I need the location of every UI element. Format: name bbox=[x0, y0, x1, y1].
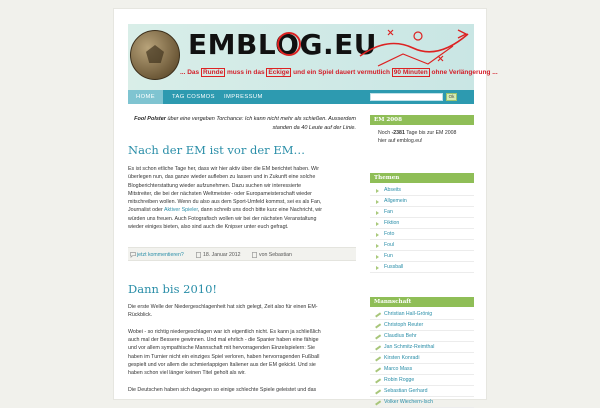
countdown-text: Noch bbox=[378, 130, 392, 136]
post-text-fragment: , dann schreib uns doch bitte kurz eine Nachricht, wir bbox=[197, 207, 323, 214]
logo-highlight-circle bbox=[277, 32, 301, 56]
post-line: Die erste Welle der Niedergeschlagenheit hat sich gelegt, Zeit also für einen EM- bbox=[128, 304, 318, 310]
tagline-highlight: 90 Minuten bbox=[393, 69, 428, 76]
category-item-foul[interactable]: Foul bbox=[370, 240, 474, 251]
post-line bbox=[128, 206, 356, 214]
search-input[interactable] bbox=[370, 93, 443, 101]
football-icon bbox=[130, 30, 180, 80]
post-meta bbox=[128, 247, 356, 261]
header-tagline bbox=[180, 69, 498, 76]
post-line: mitschreiben wollen. Wenn du also aus dem Sport-Umfeld kommst, sei es als Fan, bbox=[128, 199, 322, 206]
category-item-foto[interactable]: Foto bbox=[370, 229, 474, 240]
post-line: Mitstreiter, die bei der nächsten Weltmeister- oder Europameisterschaft wieder bbox=[128, 190, 312, 197]
nav-item-impressum[interactable]: IMPRESSUM bbox=[224, 94, 263, 100]
team-member-link[interactable]: Jan Schmitz-Reimthal bbox=[370, 342, 474, 353]
post-line: gespielt und vor allem die schmierlappigen Italiener aus der EM gekickt. Und sie bbox=[128, 362, 316, 369]
tagline-highlight: Eckige bbox=[268, 69, 290, 76]
post-link-aktiver-spieler[interactable]: Aktiver Spieler bbox=[163, 207, 198, 214]
post-line: haben schon viel länger keinen Titel geholt als wir. bbox=[128, 370, 246, 377]
team-member-link[interactable]: Claudius Behr bbox=[370, 331, 474, 342]
team-member-link[interactable]: Christoph Reuter bbox=[370, 320, 474, 331]
tagline-part: muss in das bbox=[225, 69, 267, 76]
team-member-link[interactable]: Robin Rogge bbox=[370, 375, 474, 386]
post-line: auch mal der Bessere gewinnen. Und mal ehrlich - die Spanier haben eine fähige bbox=[128, 337, 319, 344]
widget-title-themen: Themen bbox=[370, 173, 474, 183]
team-member-link[interactable]: Marco Mass bbox=[370, 364, 474, 375]
post-title[interactable]: Nach der EM ist vor der EM… bbox=[128, 143, 305, 157]
calendar-icon bbox=[196, 252, 201, 260]
random-quote bbox=[128, 115, 356, 132]
countdown-line: hier auf emblog.eu! bbox=[378, 138, 423, 144]
site-logo[interactable]: EMBLOG.EU bbox=[188, 28, 377, 61]
post-line: würden uns freuen. Auch Fotografisch wollen wir bei der nächsten Veranstaltung bbox=[128, 215, 317, 222]
post-author: von Sebastian bbox=[259, 251, 292, 258]
post-line: Blogberichterstattung wieder aufzunehmen. Dazu suchen wir interessierte bbox=[128, 182, 302, 189]
post-body bbox=[128, 303, 356, 394]
post-line: überlegen nun, das ganze wieder aufleben zu lassen und in Zukunft eine solche bbox=[128, 174, 316, 181]
em-countdown bbox=[378, 129, 472, 145]
post-date: 18. Januar 2012 bbox=[203, 251, 241, 258]
post-line: wieder einiges bieten, also sind auch die Knipser unter euch gefragt. bbox=[128, 224, 289, 231]
post-line: Die Deutschen haben sich dagegen so einige schlechte Spiele geleistet und das bbox=[128, 386, 317, 393]
tagline-part: und ein Spiel dauert vermutlich bbox=[291, 69, 392, 76]
countdown-text: Tage bis zur EM 2008 bbox=[404, 130, 457, 136]
quote-text: über eine vergeben Torchance: Ich kann nicht mehr als schießen. Ausserdem bbox=[165, 116, 356, 122]
quote-line bbox=[128, 115, 356, 124]
quote-author: Fool Polster bbox=[134, 116, 166, 122]
category-item-fun[interactable]: Fun bbox=[370, 251, 474, 262]
category-item-allgemein[interactable]: Allgemein bbox=[370, 196, 474, 207]
nav-item-tag-cosmos[interactable]: TAG COSMOS bbox=[172, 94, 215, 100]
widget-title-mannschaft: Mannschaft bbox=[370, 297, 474, 307]
comment-link[interactable]: jetzt kommentieren? bbox=[137, 251, 184, 258]
page-container bbox=[113, 8, 498, 405]
paragraph-gap bbox=[128, 320, 356, 328]
category-item-abseits[interactable]: Abseits bbox=[370, 185, 474, 196]
paragraph-gap bbox=[128, 378, 356, 386]
main-navigation bbox=[128, 90, 474, 104]
team-member-link[interactable]: Kirsten Konradi bbox=[370, 353, 474, 364]
header-banner[interactable] bbox=[128, 24, 498, 90]
tagline-part: ohne Verlängerung ... bbox=[429, 69, 498, 76]
quote-line: standen da 40 Leute auf der Linie. bbox=[272, 124, 356, 131]
category-list bbox=[370, 185, 474, 273]
countdown-days: -2381 bbox=[391, 130, 405, 136]
tagline-highlight: Runde bbox=[202, 69, 224, 76]
team-member-link[interactable]: Volker Wiechern-Isch bbox=[370, 397, 474, 408]
team-list bbox=[370, 309, 474, 408]
post-body bbox=[128, 165, 356, 231]
post-line: haben im Turnier nicht ein einziges Spiel verloren, haben hervorragenden Fußball bbox=[128, 353, 320, 360]
post-line: Es ist schon etliche Tage her, dass wir hier aktiv über die EM berichtet haben. Wir bbox=[128, 166, 319, 172]
comment-icon bbox=[130, 252, 136, 260]
nav-item-home[interactable]: HOME bbox=[128, 90, 163, 104]
widget-title-em2008: EM 2008 bbox=[370, 115, 474, 125]
post-line: Wobei - so richtig niedergeschlagen war ich eigentlich nicht. Es kann ja schließlich bbox=[128, 328, 321, 335]
category-item-fiktion[interactable]: Fiktion bbox=[370, 218, 474, 229]
team-member-link[interactable]: Sebastian Gerhard bbox=[370, 386, 474, 397]
tagline-part: ... Das bbox=[180, 69, 201, 76]
post-line: Rückblick. bbox=[128, 312, 153, 319]
category-item-fussball[interactable]: Fussball bbox=[370, 262, 474, 273]
author-icon bbox=[252, 252, 257, 260]
team-member-link[interactable]: Christian Hall-Grönig bbox=[370, 309, 474, 320]
post-title[interactable]: Dann bis 2010! bbox=[128, 282, 218, 296]
post-text-fragment: Journalist oder bbox=[128, 207, 164, 214]
search-submit-button[interactable]: Ok bbox=[446, 93, 457, 101]
post-line: und vor allem sympathische Mannschaft mit hervorragenden Einzelspielern: Sie bbox=[128, 345, 315, 352]
countdown-line bbox=[378, 129, 472, 137]
category-item-fan[interactable]: Fan bbox=[370, 207, 474, 218]
